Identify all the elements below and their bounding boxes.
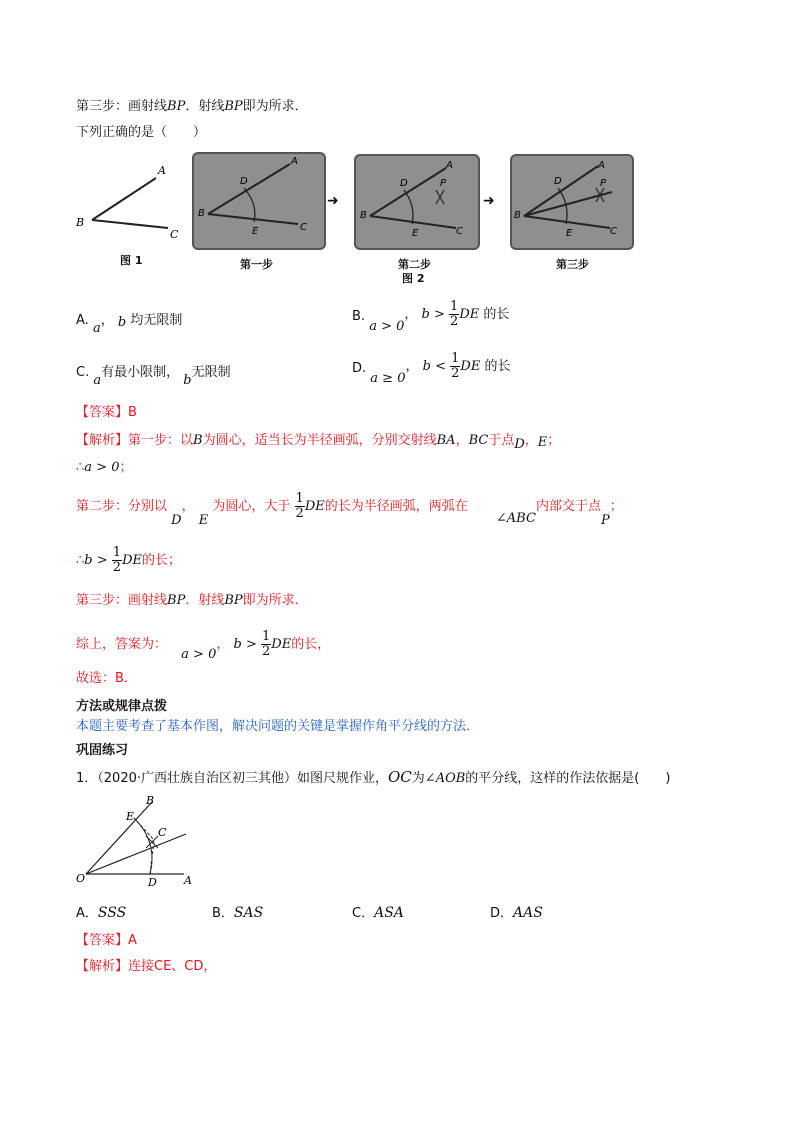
analysis-1-choice: 故选：B．: [76, 671, 137, 686]
svg-text:E: E: [566, 228, 573, 239]
label-B: B: [76, 216, 85, 229]
answer-1: 【答案】B: [76, 405, 137, 420]
option-d: D. a ≥ 0， b < $\frac{1}{2}$ DE 的长: [352, 351, 511, 386]
analysis-1-therefore-b: ∴b > $\frac{1}{2}$ DE的长；: [76, 545, 181, 575]
analysis-1-step1: 【解析】第一步：以B为圆心，适当长为半径画弧，分别交射线BA，BC于点D，E；: [76, 433, 561, 452]
q1-option-d: D．AAS: [490, 905, 543, 921]
q1-analysis: 【解析】连接CE、CD，: [76, 959, 217, 974]
analysis-1-summary: 综上，答案为： a > 0， b > $\frac{1}{2}$ DE的长，: [76, 629, 331, 662]
svg-text:O: O: [76, 872, 86, 885]
q1-figure: [76, 794, 196, 888]
q1-option-a: A．SSS: [76, 905, 127, 921]
practice-title: 巩固练习: [76, 743, 129, 758]
svg-text:E: E: [412, 228, 419, 239]
analysis-1-therefore-a: ∴a > 0；: [76, 460, 133, 475]
q1-answer: 【答案】A: [76, 933, 137, 948]
step2-photo: [354, 154, 480, 250]
question-prompt: 下列正确的是（ ）: [76, 125, 207, 140]
svg-text:A: A: [598, 160, 605, 171]
q1-option-b: B．SAS: [212, 905, 264, 921]
svg-text:B: B: [514, 210, 521, 221]
label-C: C: [170, 228, 179, 240]
svg-text:A: A: [291, 156, 298, 167]
step3-intro: 第三步：画射线BP．射线BP即为所求．: [76, 99, 308, 114]
svg-text:C: C: [300, 222, 307, 233]
figure-1-angle: [76, 160, 186, 240]
svg-text:E: E: [252, 226, 259, 237]
svg-text:D: D: [148, 876, 157, 888]
svg-text:A: A: [184, 874, 192, 887]
svg-text:B: B: [146, 794, 155, 807]
q1-option-c: C．ASA: [352, 905, 404, 921]
svg-text:B: B: [360, 210, 367, 221]
practice-q1: 1．（2020·广西壮族自治区初三其他）如图尺规作业，OC为∠AOB的平分线，这样的作法依据是( ): [76, 768, 671, 786]
method-text: 本题主要考查了基本作图，解决问题的关键是掌握作角平分线的方法．: [76, 719, 480, 734]
arrow-right-icon: ➜: [327, 193, 339, 209]
label-A: A: [158, 164, 166, 177]
method-title: 方法或规律点拨: [76, 699, 168, 714]
step1-caption: 第一步: [240, 258, 273, 271]
svg-text:P: P: [440, 178, 447, 189]
analysis-1-step3: 第三步：画射线BP．射线BP即为所求．: [76, 593, 308, 608]
analysis-1-step2: 第二步：分别以 D， E 为圆心，大于 $\frac{1}{2}$ DE的长为半径画弧，两弧在 ∠ABC内部交于点P；: [76, 491, 623, 528]
svg-text:C: C: [456, 226, 463, 237]
svg-text:P: P: [600, 178, 607, 189]
arrow-right-icon: ➜: [483, 193, 495, 209]
step2-caption: 第二步: [398, 258, 431, 271]
fig1-caption: 图 1: [120, 254, 143, 267]
step3-photo: [510, 154, 634, 250]
svg-text:A: A: [446, 160, 453, 171]
svg-text:E: E: [126, 810, 135, 823]
svg-text:C: C: [610, 226, 617, 237]
fig2-caption: 图 2: [402, 272, 425, 285]
option-b: B. a > 0， b > $\frac{1}{2}$ DE 的长: [352, 299, 510, 334]
svg-text:D: D: [554, 176, 562, 187]
step3-caption: 第三步: [556, 258, 589, 271]
svg-text:D: D: [400, 178, 408, 189]
svg-text:C: C: [158, 826, 167, 839]
svg-text:B: B: [198, 208, 205, 219]
svg-text:D: D: [240, 176, 248, 187]
step1-photo: [192, 152, 326, 250]
option-c: C. a有最小限制， b无限制: [76, 365, 231, 388]
option-a: A. a， b 均无限制: [76, 313, 183, 336]
